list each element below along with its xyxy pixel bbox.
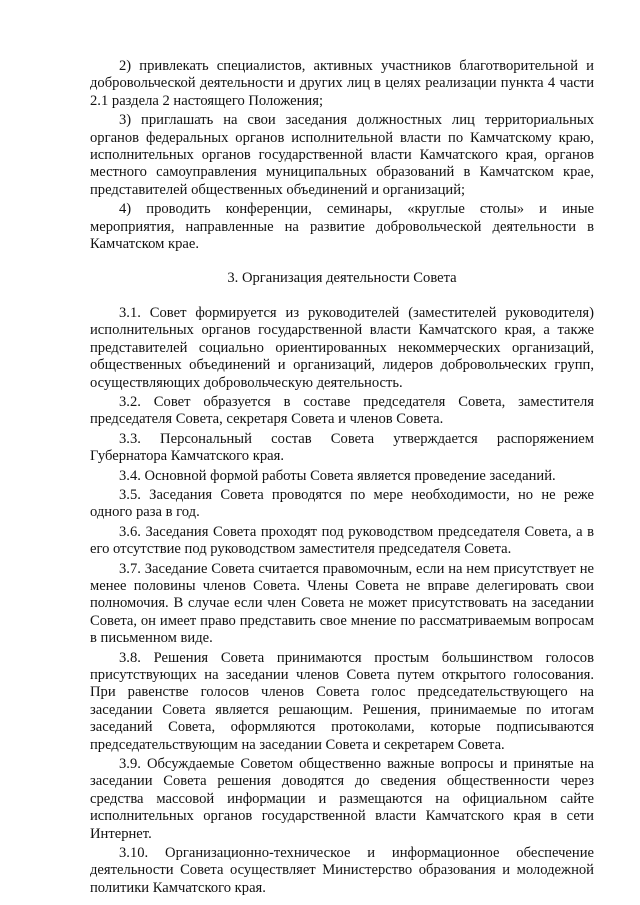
clause-3-5: 3.5. Заседания Совета проводятся по мере необходимости, но не реже одного раза в год. [90, 486, 594, 521]
list-item-3: 3) приглашать на свои заседания должностных лиц территориальных органов федеральных органов исполнительной власти по Камчатскому краю, исполнительных органов государственной власти Камчатского края, органов местного самоуправления муниципальных образований в Камчатском крае, представителей общественных объединений и организаций; [90, 112, 594, 198]
list-item-2: 2) привлекать специалистов, активных участников благотворительной и добровольческой деятельности и других лиц в целях реализации пункта 4 части 2.1 раздела 2 настоящего Положения; [90, 58, 594, 109]
clause-3-2: 3.2. Совет образуется в составе председателя Совета, заместителя председателя Совета, секретаря Совета и членов Совета. [90, 393, 594, 428]
clause-3-3: 3.3. Персональный состав Совета утверждается распоряжением Губернатора Камчатского края. [90, 430, 594, 465]
clause-3-7: 3.7. Заседание Совета считается правомочным, если на нем присутствует не менее половины членов Совета. Члены Совета не вправе делегировать свои полномочия. В случае если член Совета не может присутствовать на заседании Совета, он имеет право представить свое мнение по рассматриваемым вопросам в письменном виде. [90, 560, 594, 647]
list-item-4: 4) проводить конференции, семинары, «круглые столы» и иные мероприятия, направленные на развитие добровольческой деятельности в Камчатском крае. [90, 201, 594, 253]
clause-3-9: 3.9. Обсуждаемые Советом общественно важные вопросы и принятые на заседании Совета решения доводятся до сведения общественности через средства массовой информации и размещаются на официальном сайте исполнительных органов государственной власти Камчатского края в сети Интернет. [90, 756, 594, 842]
clause-3-4: 3.4. Основной формой работы Совета является проведение заседаний. [119, 467, 556, 484]
clause-3-10: 3.10. Организационно-техническое и информационное обеспечение деятельности Совета осуществляет Министерство образования и молодежной политики Камчатского края. [90, 845, 594, 896]
section-heading: 3. Организация деятельности Совета [227, 270, 457, 287]
clause-3-8: 3.8. Решения Совета принимаются простым большинством голосов присутствующих на заседании членов Совета путем открытого голосования. При равенстве голосов членов Совета голос председательствующего на заседании Совета является решающим. Решения, принимаемые по итогам заседаний Совета, оформляются протоколами, которые подписываются председательствующим на заседании Совета и секретарем Совета. [90, 649, 594, 753]
document-page [90, 58, 594, 899]
clause-3-1: 3.1. Совет формируется из руководителей (заместителей руководителя) исполнительных органов государственной власти Камчатского края, а также представителей социально ориентированных некоммерческих организаций, общественных объединений и организаций, лидеров добровольческих групп, осуществляющих добровольческую деятельность. [90, 304, 594, 391]
clause-3-6: 3.6. Заседания Совета проходят под руководством председателя Совета, а в его отсутствие под руководством заместителя председателя Совета. [90, 523, 594, 558]
